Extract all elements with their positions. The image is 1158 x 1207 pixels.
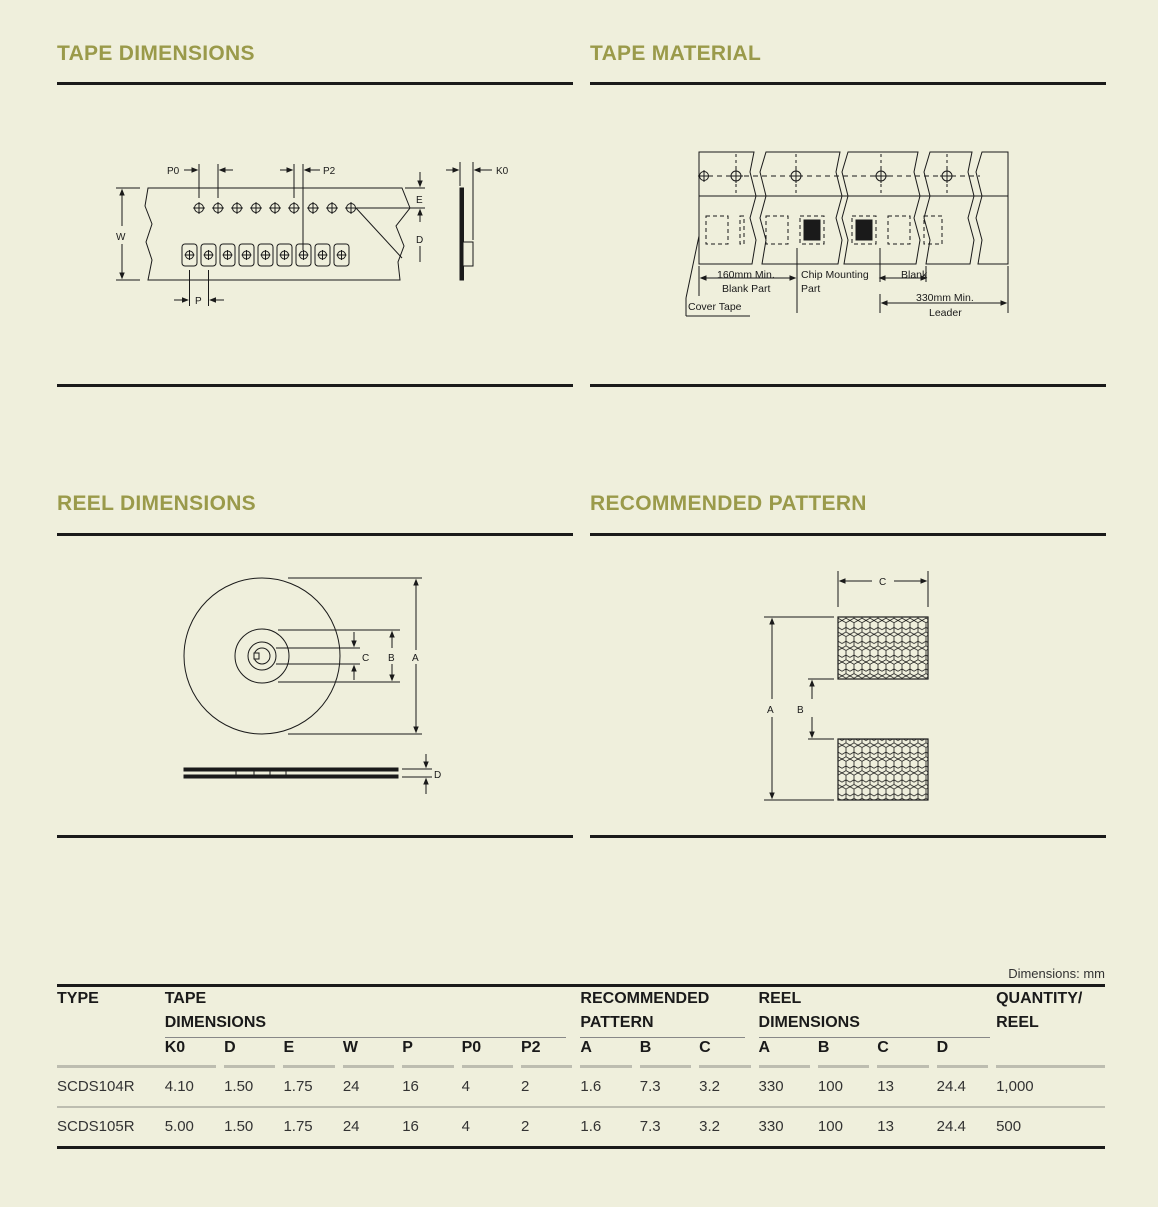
subheader-d: D	[224, 1039, 283, 1068]
cell-w: 24	[343, 1068, 402, 1107]
table-row	[57, 1068, 1105, 1107]
recommended-pattern-diagram	[750, 565, 950, 810]
reel-dimensions-diagram	[170, 570, 470, 800]
cell-d: 1.50	[224, 1118, 254, 1135]
cell-quantity: 500	[996, 1118, 1022, 1135]
section-rule	[590, 82, 1106, 85]
subheader-k0: K0	[165, 1039, 224, 1068]
subheader-p: P	[402, 1039, 461, 1068]
section-rule	[57, 384, 573, 387]
label-p: P	[195, 296, 202, 307]
recommended-pattern-title: RECOMMENDED PATTERN	[590, 492, 867, 515]
subheader-pattern-c: C	[699, 1039, 758, 1068]
cell-reel-c: 13	[877, 1118, 894, 1135]
cell-pattern-c: 3.2	[699, 1118, 721, 1135]
section-rule	[57, 533, 573, 536]
cell-quantity: 1,000	[996, 1068, 1105, 1107]
label-leader-min: 330mm Min.	[916, 292, 974, 304]
label-p2: P2	[323, 166, 336, 177]
cell-reel-d: 24.4	[936, 1118, 966, 1135]
section-rule	[590, 533, 1106, 536]
subheader-e: E	[283, 1039, 342, 1068]
label-chip-mounting: Chip Mounting	[801, 269, 869, 281]
subheader-p2: P2	[521, 1039, 580, 1068]
cell-reel-c: 13	[877, 1068, 936, 1107]
label-e: E	[416, 195, 423, 206]
cell-p0: 4	[462, 1068, 521, 1107]
cell-p2: 2	[521, 1068, 580, 1107]
cell-reel-a: 330	[758, 1118, 784, 1135]
subheader-reel-b: B	[818, 1039, 877, 1068]
cell-p: 16	[402, 1118, 419, 1135]
header-tape-dimensions: TAPE DIMENSIONS	[165, 986, 581, 1040]
header-recommended-pattern: RECOMMENDED PATTERN	[580, 986, 758, 1040]
label-reel-b: B	[388, 653, 395, 664]
cell-w: 24	[342, 1118, 360, 1135]
label-w: W	[116, 232, 126, 243]
header-type: TYPE	[57, 990, 99, 1007]
subheader-reel-d: D	[937, 1039, 996, 1068]
subheader-w: W	[343, 1039, 402, 1068]
label-pattern-b: B	[797, 705, 804, 716]
dimensions-unit-note: Dimensions: mm	[1008, 966, 1105, 981]
label-d: D	[416, 235, 424, 246]
cell-reel-a: 330	[759, 1068, 818, 1107]
label-blank-part: Blank Part	[722, 283, 771, 295]
sprocket-holes	[193, 202, 357, 214]
cell-pattern-b: 7.3	[640, 1068, 699, 1107]
label-reel-a: A	[412, 653, 419, 664]
header-quantity-reel: QUANTITY/ REEL	[996, 990, 1083, 1031]
cell-reel-d: 24.4	[937, 1068, 996, 1107]
label-chip-mounting-part: Part	[801, 283, 821, 295]
cell-p: 16	[402, 1068, 461, 1107]
cell-p0: 4	[461, 1118, 470, 1135]
subheader-reel-c: C	[877, 1039, 936, 1068]
label-blank: Blank	[901, 269, 928, 281]
label-leader: Leader	[929, 307, 962, 319]
label-k0: K0	[496, 166, 509, 177]
subheader-reel-a: A	[759, 1039, 818, 1068]
tape-material-diagram	[680, 148, 1020, 323]
label-pattern-c: C	[879, 577, 887, 588]
cell-d: 1.50	[224, 1068, 283, 1107]
cell-pattern-b: 7.3	[639, 1118, 661, 1135]
label-pattern-a: A	[767, 705, 774, 716]
reel-dimensions-title: REEL DIMENSIONS	[57, 492, 256, 515]
subheader-pattern-a: A	[580, 1039, 639, 1068]
cell-p2: 2	[520, 1118, 530, 1135]
cell-e: 1.75	[283, 1118, 313, 1135]
label-cover-tape: Cover Tape	[688, 301, 742, 313]
subheader-pattern-b: B	[640, 1039, 699, 1068]
section-rule	[57, 82, 573, 85]
cell-reel-b: 100	[818, 1068, 877, 1107]
label-reel-c: C	[362, 653, 370, 664]
cell-reel-b: 100	[817, 1118, 843, 1135]
header-reel-dimensions: REEL DIMENSIONS	[759, 986, 997, 1040]
spec-table	[57, 984, 1105, 1149]
label-p0: P0	[167, 166, 180, 177]
row-type: SCDS105R	[57, 1118, 135, 1135]
row-type: SCDS104R	[57, 1068, 165, 1107]
label-reel-d: D	[434, 770, 442, 781]
section-rule	[590, 835, 1106, 838]
subheader-p0: P0	[462, 1039, 521, 1068]
section-rule	[590, 384, 1106, 387]
tape-material-title: TAPE MATERIAL	[590, 42, 762, 65]
cell-pattern-a: 1.6	[580, 1068, 639, 1107]
cell-e: 1.75	[283, 1068, 342, 1107]
tape-dimensions-title: TAPE DIMENSIONS	[57, 42, 255, 65]
cell-pattern-a: 1.6	[580, 1118, 602, 1135]
cell-pattern-c: 3.2	[699, 1068, 758, 1107]
tape-dimensions-diagram	[100, 150, 530, 320]
section-rule	[57, 835, 573, 838]
cell-k0: 4.10	[165, 1068, 224, 1107]
table-row	[57, 1107, 1105, 1148]
label-blank-part-min: 160mm Min.	[717, 269, 775, 281]
cell-k0: 5.00	[164, 1118, 194, 1135]
